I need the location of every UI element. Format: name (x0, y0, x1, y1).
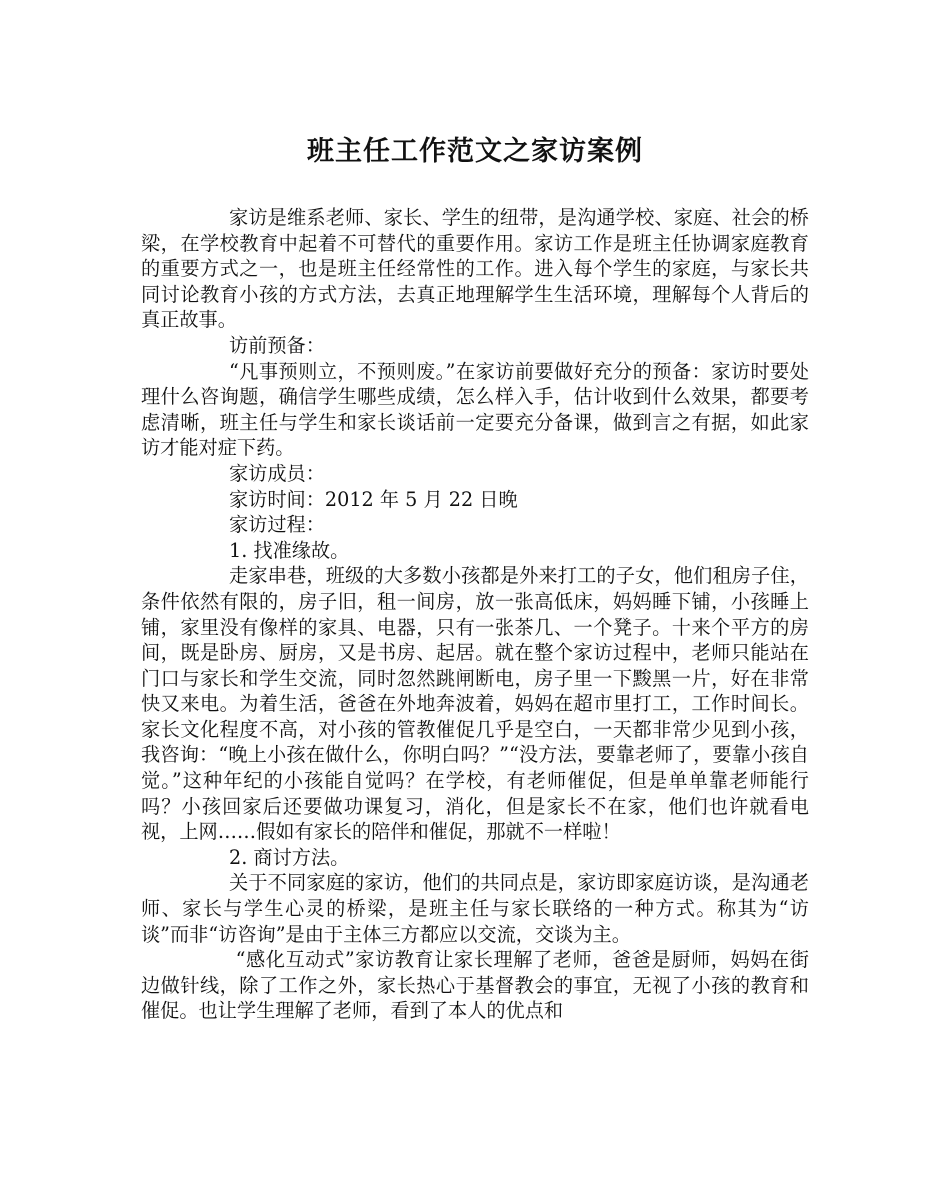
paragraph-step-2-body: 关于不同家庭的家访，他们的共同点是，家访即家庭访谈，是沟通老师、家长与学生心灵的桥梁，是班主任与家长联络的一种方式。称其为“访谈”而非“访咨询”是由于主体三方都应以交流，交谈为主。 (141, 871, 809, 946)
paragraph-members: 家访成员： (229, 461, 325, 485)
paragraph-preparation-heading: 访前预备： (229, 333, 325, 357)
paragraph-step-1: 1. 找准缘故。 (229, 538, 350, 562)
paragraph-preparation: “凡事预则立，不预则废。”在家访前要做好充分的预备：家访时要处理什么咨询题，确信学生哪些成绩，怎么样入手，估计收到什么效果，都要考虑清晰，班主任与学生和家长谈话前一定要充分备课，做到言之有据，如此家访才能对症下药。 (141, 359, 809, 460)
document-title: 班主任工作范文之家访案例 (307, 136, 643, 167)
paragraph-process-heading: 家访过程： (229, 513, 325, 537)
paragraph-intro: 家访是维系老师、家长、学生的纽带，是沟通学校、家庭、社会的桥梁，在学校教育中起着不可替代的重要作用。家访工作是班主任协调家庭教育的重要方式之一，也是班主任经常性的工作。进入每个学生的家庭，与家长共同讨论教育小孩的方式方法，去真正地理解学生生活环境，理解每个人背后的真正故事。 (141, 206, 809, 332)
paragraph-final: “感化互动式”家访教育让家长理解了老师，爸爸是厨师，妈妈在街边做针线，除了工作之外，家长热心于基督教会的事宜，无视了小孩的教育和催促。也让学生理解了老师，看到了本人的优点和 (141, 948, 809, 1023)
paragraph-step-1-body: 走家串巷，班级的大多数小孩都是外来打工的子女，他们租房子住，条件依然有限的，房子旧，租一间房，放一张高低床，妈妈睡下铺，小孩睡上铺，家里没有像样的家具、电器，只有一张茶几、一个凳子。十来个平方的房间，既是卧房、厨房，又是书房、起居。就在整个家访过程中，老师只能站在门口与家长和学生交流，同时忽然跳闸断电，房子里一下黢黑一片，好在非常快又来电。为着生活，爸爸在外地奔波着，妈妈在超市里打工，工作时间长。家长文化程度不高，对小孩的管教催促几乎是空白，一天都非常少见到小孩，我咨询：“晚上小孩在做什么，你明白吗？”“没方法，要靠老师了，要靠小孩自觉。”这种年纪的小孩能自觉吗？在学校，有老师催促，但是单单靠老师能行吗？小孩回家后还要做功课复习，消化，但是家长不在家，他们也许就看电视，上网……假如有家长的陪伴和催促，那就不一样啦！ (141, 564, 809, 844)
document-body (141, 205, 809, 1024)
paragraph-time: 家访时间：2012 年 5 月 22 日晚 (229, 487, 518, 511)
paragraph-step-2: 2. 商讨方法。 (229, 845, 350, 869)
